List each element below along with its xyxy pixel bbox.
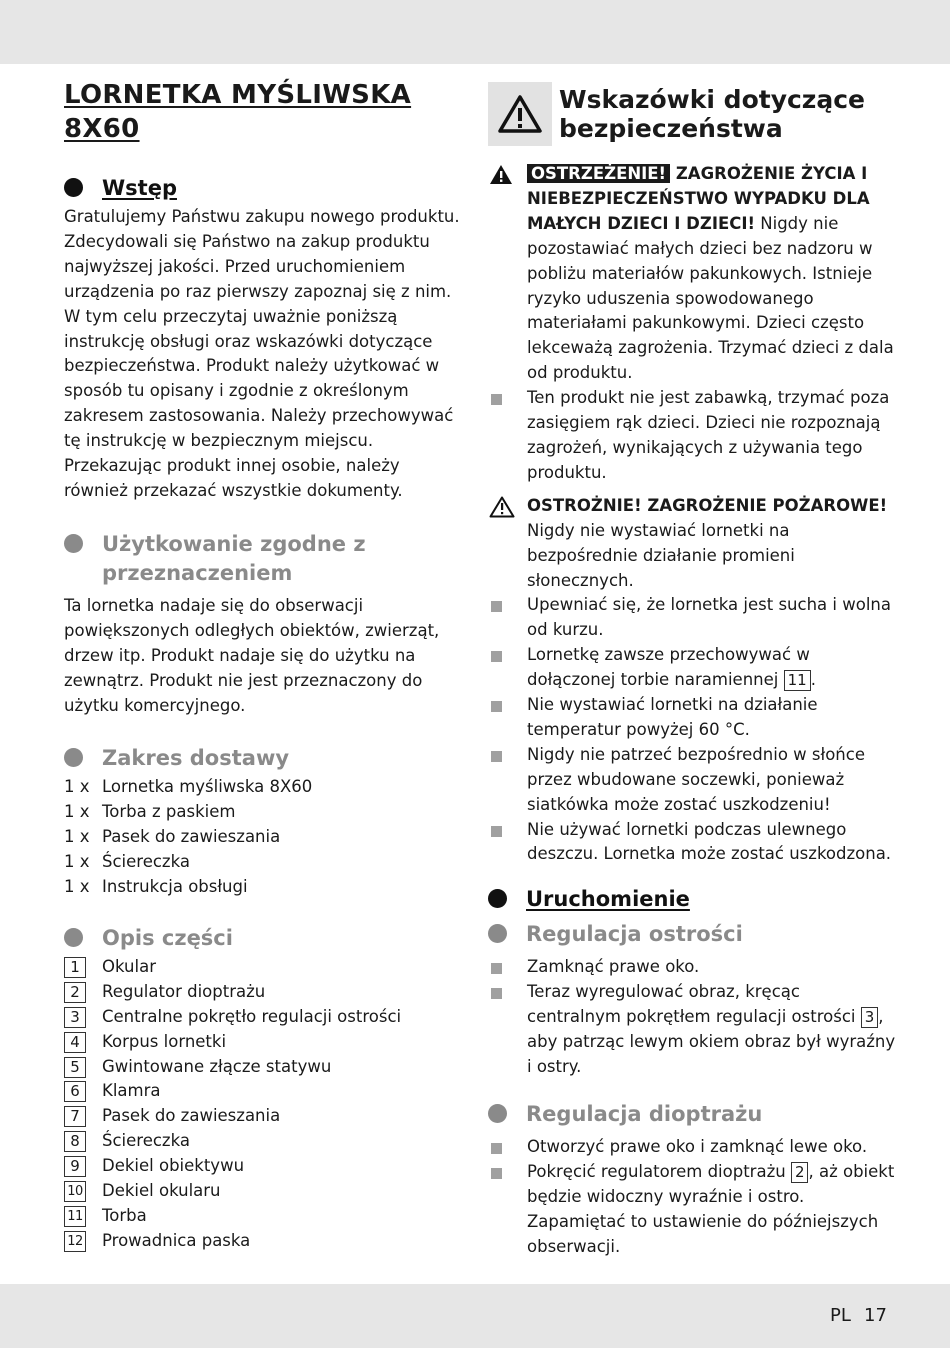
- list-item: Nie wystawiać lornetki na działanie temperatur powyżej 60 °C.: [488, 693, 898, 743]
- delivery-item: 1 x Pasek do zawieszania: [64, 827, 281, 847]
- parts-item: 11 Torba: [64, 1204, 464, 1229]
- intro-heading: Wstęp: [64, 174, 464, 203]
- square-bullet-icon: [491, 963, 502, 974]
- list-item: Pokręcić regulatorem dioptrażu 2 , aż obiekt będzie widoczny wyraźnie i ostro. Zapamiętać to ustawienie do późniejszych obserwacji.: [488, 1160, 898, 1260]
- bullet-dot-icon: [488, 1104, 507, 1123]
- delivery-item: 1 x Instrukcja obsługi: [64, 877, 248, 897]
- delivery-item: 1 x Torba z paskiem: [64, 802, 236, 822]
- intended-use-heading: Użytkowanie zgodne z przeznaczeniem: [64, 530, 464, 588]
- document-title: [64, 78, 464, 146]
- top-band: [0, 0, 950, 64]
- parts-item: 4 Korpus lornetki: [64, 1030, 464, 1055]
- warning-life-hazard: OSTRZEŻENIE! ZAGROŻENIE ŻYCIA I NIEBEZPIECZEŃSTWO WYPADKU DLA MAŁYCH DZIECI I DZIECI! Nigdy nie pozostawiać małych dzieci bez nadzoru w pobliżu materiałów pakunkowych. Istnieje ryzyko uduszenia spowodowanego materiałami pakunkowymi. Dzieci często lekceważą zagrożenia. Trzymać dzieci z dala od produktu.: [488, 162, 898, 386]
- square-bullet-icon: [491, 1168, 502, 1179]
- delivery-item: 1 x Lornetka myśliwska 8X60: [64, 777, 313, 797]
- list-item: Teraz wyregulować obraz, kręcąc centralnym pokrętłem regulacji ostrości 3 , aby patrząc lewym okiem obraz był wyraźny i ostry.: [488, 980, 898, 1080]
- parts-item: 2 Regulator dioptrażu: [64, 980, 464, 1005]
- list-item: Nie używać lornetki podczas ulewnego deszczu. Lornetka może zostać uszkodzona.: [488, 818, 898, 868]
- parts-item: 9 Dekiel obiektywu: [64, 1154, 464, 1179]
- page-number: 17: [864, 1305, 887, 1326]
- bullet-dot-icon: [64, 178, 83, 197]
- parts-item: 5 Gwintowane złącze statywu: [64, 1055, 464, 1080]
- square-bullet-icon: [491, 826, 502, 837]
- warning-outline-icon: [489, 496, 515, 518]
- left-column: [64, 78, 464, 1254]
- bullet-dot-icon: [64, 748, 83, 767]
- list-item: Nigdy nie patrzeć bezpośrednio w słońce przez wbudowane soczewki, ponieważ siatkówka może zostać uszkodzeniu!: [488, 743, 898, 818]
- parts-item: 10 Dekiel okularu: [64, 1179, 464, 1204]
- parts-item: 12 Prowadnica paska: [64, 1229, 464, 1254]
- document-title-line2: 8X60: [64, 114, 140, 144]
- square-bullet-icon: [491, 601, 502, 612]
- right-column: [488, 82, 898, 1259]
- bullet-dot-icon: [488, 889, 507, 908]
- warning-filled-icon: [489, 164, 513, 185]
- document-title-line1: LORNETKA MYŚLIWSKA: [64, 80, 412, 110]
- bullet-dot-icon: [64, 534, 83, 553]
- square-bullet-icon: [491, 751, 502, 762]
- intended-use-text: Ta lornetka nadaje się do obserwacji powiększonych odległych obiektów, zwierząt, drzew itp. Produkt nadaje się do użytku na zewnątrz. Produkt nie jest przeznaczony do użytku komercyjnego.: [64, 595, 440, 715]
- parts-item: 3 Centralne pokrętło regulacji ostrości: [64, 1005, 464, 1030]
- parts-item: 6 Klamra: [64, 1079, 464, 1104]
- list-item: Ten produkt nie jest zabawką, trzymać poza zasięgiem rąk dzieci. Dzieci nie rozpoznają zagrożeń, wynikających z używania tego produktu.: [488, 386, 898, 486]
- square-bullet-icon: [491, 651, 502, 662]
- startup-heading: Uruchomienie: [488, 885, 898, 914]
- bottom-band: [0, 1284, 950, 1348]
- square-bullet-icon: [491, 394, 502, 405]
- footer-language: PL: [830, 1305, 851, 1326]
- warning-triangle-icon: [488, 82, 552, 146]
- square-bullet-icon: [491, 701, 502, 712]
- parts-heading: Opis części: [64, 924, 464, 953]
- delivery-item: 1 x Ściereczka: [64, 852, 190, 872]
- delivery-heading: Zakres dostawy: [64, 744, 464, 773]
- part-reference: 2: [791, 1162, 809, 1183]
- square-bullet-icon: [491, 988, 502, 999]
- parts-item: 8 Ściereczka: [64, 1129, 464, 1154]
- warning-fire-hazard: OSTROŻNIE! ZAGROŻENIE POŻAROWE! Nigdy nie wystawiać lornetki na bezpośrednie działanie promieni słonecznych.: [488, 494, 898, 594]
- delivery-list: [64, 775, 464, 900]
- focus-heading: Regulacja ostrości: [488, 920, 898, 949]
- safety-heading: Wskazówki dotyczące bezpieczeństwa: [488, 82, 898, 146]
- list-item: Lornetkę zawsze przechowywać w dołączonej torbie naramiennej 11 .: [488, 643, 898, 693]
- parts-item: 1 Okular: [64, 955, 464, 980]
- part-reference: 3: [861, 1007, 879, 1028]
- diopter-heading: Regulacja dioptrażu: [488, 1100, 898, 1129]
- square-bullet-icon: [491, 1143, 502, 1154]
- intro-text: Gratulujemy Państwu zakupu nowego produktu. Zdecydowali się Państwo na zakup produktu najwyższej jakości. Przed uruchomieniem urządzenia po raz pierwszy zapoznaj się z nim. W tym celu przeczytaj uważnie poniższą instrukcję obsługi oraz wskazówki dotyczące bezpieczeństwa. Produkt należy użytkować w sposób tu opisany i zgodnie z określonym zakresem zastosowania. Należy przechowywać tę instrukcję w bezpiecznym miejscu. Przekazując produkt innej osobie, należy również przekazać wszystkie dokumenty.: [64, 207, 460, 500]
- part-reference: 11: [784, 670, 811, 691]
- parts-list: [64, 955, 464, 1254]
- bullet-dot-icon: [488, 924, 507, 943]
- list-item: Upewniać się, że lornetka jest sucha i wolna od kurzu.: [488, 593, 898, 643]
- list-item: Zamknąć prawe oko.: [488, 955, 898, 980]
- parts-item: 7 Pasek do zawieszania: [64, 1104, 464, 1129]
- bullet-dot-icon: [64, 928, 83, 947]
- list-item: Otworzyć prawe oko i zamknąć lewe oko.: [488, 1135, 898, 1160]
